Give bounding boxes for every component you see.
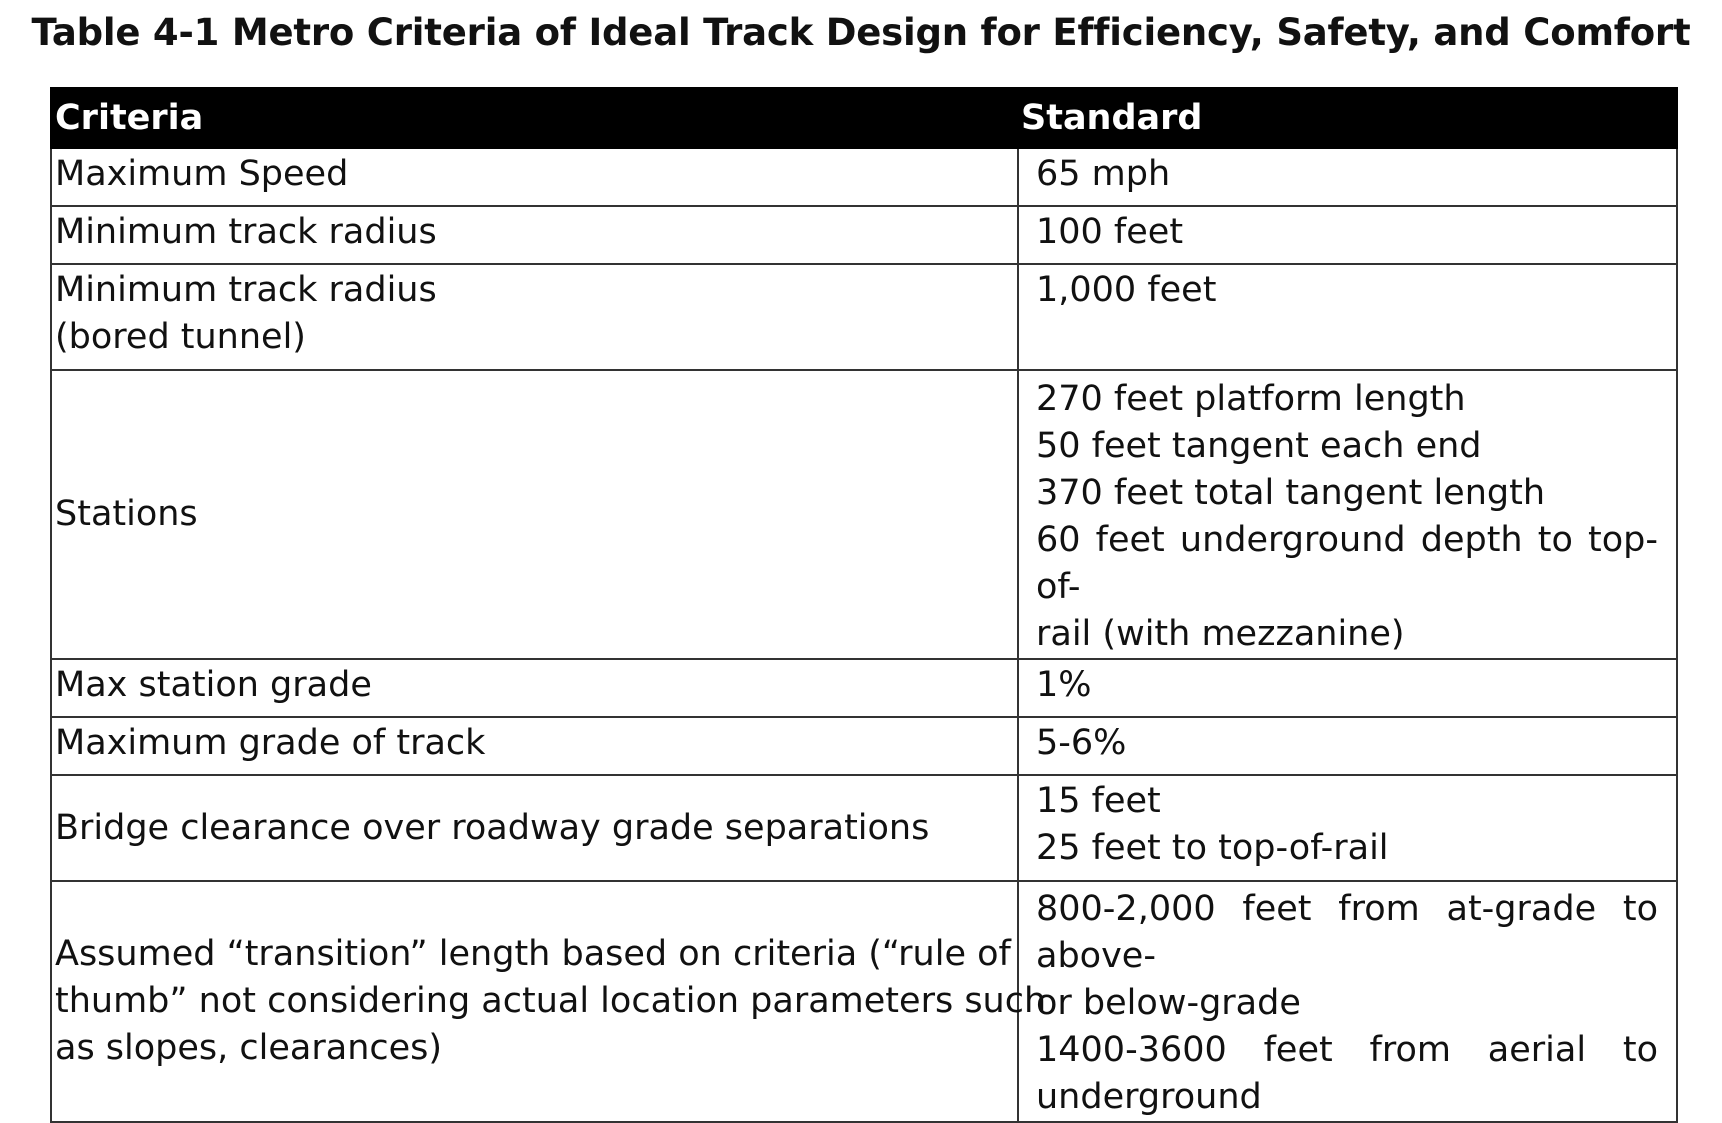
criteria-text: (bored tunnel) <box>55 317 306 357</box>
criteria-cell <box>51 881 1047 1122</box>
table-row <box>51 264 1677 370</box>
table-row <box>51 717 1677 775</box>
standard-text: underground <box>1036 1077 1262 1117</box>
standard-text: 25 feet to top-of-rail <box>1036 828 1389 868</box>
criteria-text: Minimum track radius <box>55 212 437 252</box>
standard-cell <box>1018 264 1677 370</box>
table-title: Table 4-1 Metro Criteria of Ideal Track Design for Efficiency, Safety, and Comfort <box>31 11 1691 54</box>
standard-text: 5-6% <box>1036 723 1127 763</box>
track-design-criteria-table <box>50 87 1678 1123</box>
standard-text: 15 feet <box>1036 781 1161 821</box>
standard-text: 370 feet total tangent length <box>1036 473 1546 513</box>
standard-text: 60 feet underground depth to top-of- <box>1036 520 1658 607</box>
criteria-text: Maximum Speed <box>55 154 349 194</box>
standard-text: 1400-3600 feet from aerial to <box>1036 1030 1658 1070</box>
standard-text: 800-2,000 feet from at-grade to above- <box>1036 889 1658 976</box>
criteria-text: Assumed “transition” length based on criteria (“rule of <box>55 934 1011 974</box>
standard-text: 65 mph <box>1036 154 1171 194</box>
criteria-cell <box>51 370 1018 659</box>
criteria-cell <box>51 717 1018 775</box>
standard-cell <box>1018 881 1677 1122</box>
standard-cell <box>1018 206 1677 264</box>
standard-text: 270 feet platform length <box>1036 379 1466 419</box>
criteria-text: Minimum track radius <box>55 270 437 310</box>
criteria-cell <box>51 775 1018 881</box>
standard-text: 1% <box>1036 665 1092 705</box>
criteria-cell <box>51 264 1018 370</box>
standard-text: 100 feet <box>1036 212 1184 252</box>
table-header-row <box>51 88 1677 148</box>
table-row <box>51 206 1677 264</box>
criteria-text: Maximum grade of track <box>55 723 486 763</box>
column-header-criteria: Criteria <box>51 88 1018 148</box>
standard-cell <box>1018 659 1677 717</box>
table-row <box>51 148 1677 206</box>
column-header-standard: Standard <box>1018 88 1677 148</box>
table-row <box>51 370 1677 659</box>
standard-text: 1,000 feet <box>1036 270 1217 310</box>
criteria-text: Max station grade <box>55 665 372 705</box>
criteria-cell <box>51 206 1018 264</box>
criteria-text: as slopes, clearances) <box>55 1028 443 1068</box>
standard-cell <box>1018 717 1677 775</box>
standard-cell <box>1018 148 1677 206</box>
standard-cell <box>1018 775 1677 881</box>
standard-text: or below-grade <box>1036 983 1301 1023</box>
criteria-text: thumb” not considering actual location parameters such <box>55 981 1047 1021</box>
criteria-cell <box>51 659 1018 717</box>
criteria-text: Bridge clearance over roadway grade separations <box>55 807 930 848</box>
table-row <box>51 881 1677 1122</box>
table-row <box>51 775 1677 881</box>
table-row <box>51 659 1677 717</box>
standard-cell <box>1018 370 1677 659</box>
standard-text: 50 feet tangent each end <box>1036 426 1482 466</box>
criteria-text: Stations <box>55 494 198 534</box>
standard-text: rail (with mezzanine) <box>1036 614 1405 654</box>
criteria-cell <box>51 148 1018 206</box>
